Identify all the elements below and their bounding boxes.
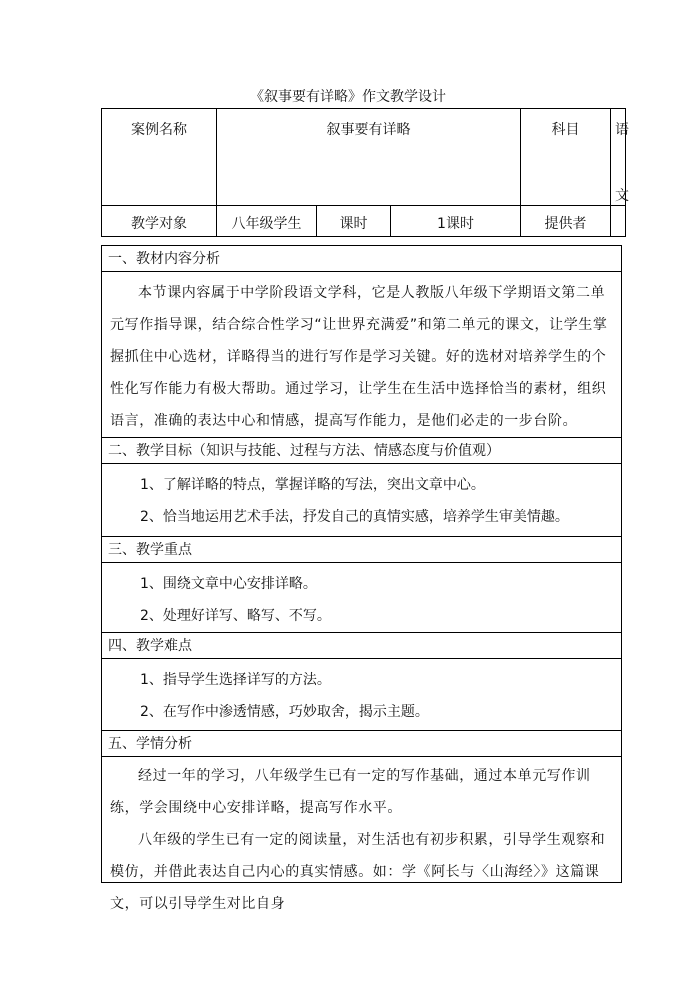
list-item: 1、围绕文章中心安排详略。	[140, 576, 317, 592]
list-item: 2、恰当地运用艺术手法，抒发自己的真情实感，培养学生审美情趣。	[140, 509, 569, 525]
list-item: 1、指导学生选择详写的方法。	[140, 672, 331, 688]
provider-label: 提供者	[544, 216, 587, 232]
subject-label: 科目	[551, 122, 580, 138]
section-heading-textbook: 一、教材内容分析	[101, 245, 622, 271]
provider-value-cell	[610, 205, 626, 237]
section-heading-key-points: 三、教学重点	[101, 536, 622, 562]
case-name-value: 叙事要有详略	[326, 122, 411, 138]
section-heading-goals: 二、教学目标（知识与技能、过程与方法、情感态度与价值观）	[101, 437, 622, 463]
period-value-cell	[390, 205, 521, 237]
subject-value-cell	[610, 108, 629, 206]
subject-value-top: 语	[615, 122, 629, 138]
section-heading-difficulties: 四、教学难点	[101, 632, 622, 658]
paragraph: 经过一年的学习，八年级学生已有一定的写作基础，通过本单元写作训练，学会围绕中心安排详略，提高写作水平。	[110, 768, 591, 816]
section-body-key-points	[101, 562, 622, 632]
section-body-textbook	[101, 271, 622, 437]
table-bottom-border	[101, 882, 622, 883]
period-value: 1课时	[437, 216, 474, 232]
audience-label-cell	[101, 205, 217, 237]
audience-label: 教学对象	[131, 216, 187, 232]
audience-value-cell	[216, 205, 317, 237]
document-title: 《叙事要有详略》作文教学设计	[250, 89, 446, 105]
subject-label-cell	[520, 108, 611, 206]
provider-label-cell	[520, 205, 611, 237]
period-label-cell	[316, 205, 391, 237]
section-body-difficulties	[101, 658, 622, 730]
section-body-goals	[101, 463, 622, 536]
audience-value: 八年级学生	[231, 216, 302, 232]
paragraph: 八年级的学生已有一定的阅读量，对生活也有初步积累，引导学生观察和模仿，并借此表达自己内心的真实情感。如：学《阿长与〈山海经〉》这篇课文，可以引导学生对比自身	[110, 832, 606, 912]
case-name-label: 案例名称	[131, 122, 187, 138]
list-item: 2、处理好详写、略写、不写。	[140, 608, 331, 624]
case-name-value-cell	[216, 108, 521, 206]
section-heading-student-analysis: 五、学情分析	[101, 730, 622, 756]
section-body-student-analysis	[101, 756, 622, 912]
list-item: 1、了解详略的特点，掌握详略的写法，突出文章中心。	[140, 477, 485, 493]
period-label: 课时	[339, 216, 368, 232]
paragraph: 本节课内容属于中学阶段语文学科，它是人教版八年级下学期语文第二单元写作指导课，结合综合性学习“让世界充满爱”和第二单元的课文，让学生掌握抓住中心选材，详略得当的进行写作是学习关键。好的选材对培养学生的个性化写作能力有极大帮助。通过学习，让学生在生活中选择恰当的素材，组织语言，准确的表达中心和情感，提高写作能力，是他们必走的一步台阶。	[110, 285, 608, 429]
list-item: 2、在写作中渗透情感，巧妙取舍，揭示主题。	[140, 704, 429, 720]
case-name-label-cell	[101, 108, 217, 206]
subject-value-bottom: 文	[615, 188, 629, 204]
